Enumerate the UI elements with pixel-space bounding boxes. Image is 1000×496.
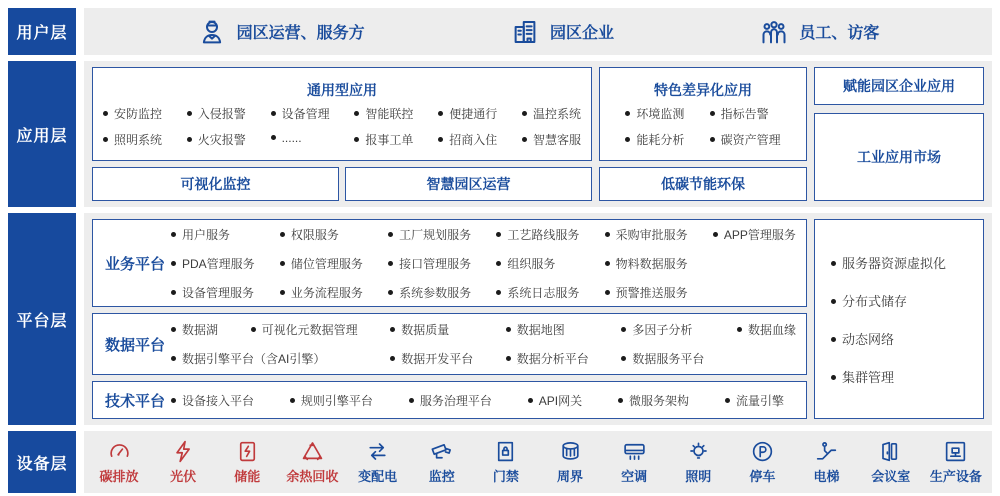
general-apps-title: 通用型应用 [307,81,377,98]
industrial-app-market-box: 工业应用市场 [814,113,984,201]
app-item: 环境监测 [625,105,684,122]
general-apps-grid [103,105,581,148]
platform-item: 数据引擎平台（含AI引擎） [171,350,358,367]
special-apps-column [599,67,807,201]
device-label: 空调 [621,469,648,484]
platform-left-column [92,219,807,419]
platform-item: 数据地图 [506,321,589,338]
platform-item: 采购审批服务 [605,226,688,243]
device-label: 会议室 [871,469,911,484]
app-item: 温控系统 [522,105,581,122]
infra-item: 服务器资源虚拟化 [831,253,983,272]
tech-platform-title: 技术平台 [104,392,165,410]
app-item: 碳资产管理 [710,131,781,148]
user-group-staff-visitors [759,17,879,47]
infra-item: 动态网络 [831,329,983,348]
platform-item: 数据质量 [390,321,473,338]
device-parking [737,439,787,485]
platform-layer-row [8,213,992,425]
user-group-label: 员工、访客 [799,25,880,42]
device-access-control [481,439,531,485]
platform-item: 多因子分析 [621,321,704,338]
device-label: 变配电 [358,469,398,484]
platform-item: 用户服务 [171,226,255,243]
platform-item: 组织服务 [496,255,579,272]
business-platform-box [92,219,807,307]
business-platform-grid [171,226,796,301]
battery-icon [235,439,260,464]
app-item: 照明系统 [103,131,162,148]
gauge-icon [107,439,132,464]
app-item: 报事工单 [354,131,413,148]
infra-item: 分布式储存 [831,291,983,310]
platform-item: 系统参数服务 [388,284,471,301]
platform-item: PDA管理服务 [171,255,255,272]
device-meeting-room [866,439,916,485]
app-item: 指标告警 [710,105,781,122]
data-platform-grid [171,321,796,367]
application-layer-label: 应用层 [8,61,76,207]
general-apps-column [92,67,592,201]
bulb-icon [686,439,711,464]
platform-item: 数据血缘 [737,321,796,338]
user-layer-row [8,8,992,55]
device-energy-storage [222,439,272,485]
device-label: 生产设备 [929,469,982,484]
app-item: 招商入住 [438,131,497,148]
operator-icon [197,17,227,47]
platform-item: 权限服务 [280,226,363,243]
bolt-icon [171,439,196,464]
app-item: 便捷通行 [438,105,497,122]
device-label: 电梯 [813,469,840,484]
infra-item: 集群管理 [831,367,983,386]
people-icon [759,17,789,47]
platform-item: 流量引擎 [725,392,784,409]
data-platform-box [92,313,807,375]
device-layer-label: 设备层 [8,431,76,493]
device-carbon-emission [94,439,144,485]
platform-item: 数据开发平台 [390,350,473,367]
platform-item: 接口管理服务 [388,255,471,272]
app-item: 智能联控 [354,105,413,122]
recycle-icon [300,439,325,464]
platform-item: 数据分析平台 [506,350,589,367]
platform-item: 工艺路线服务 [496,226,579,243]
device-production-equipment [930,439,982,485]
platform-item: 工厂规划服务 [388,226,471,243]
platform-item: 可视化元数据管理 [251,321,358,338]
parking-icon [750,439,775,464]
special-apps-box [599,67,807,161]
device-photovoltaic [158,439,208,485]
enterprise-apps-column [814,67,984,201]
platform-item: 业务流程服务 [280,284,363,301]
app-item: 火灾报警 [187,131,246,148]
app-item: 能耗分析 [625,131,684,148]
business-platform-title: 业务平台 [104,255,165,273]
grid-spacer [713,255,796,272]
door-lock-icon [493,439,518,464]
app-item: 安防监控 [103,105,162,122]
platform-item: 规则引擎平台 [290,392,373,409]
device-label: 门禁 [492,469,519,484]
machine-icon [943,439,968,464]
user-layer-band [84,8,992,55]
device-label: 余热回收 [286,469,339,484]
platform-item: 设备接入平台 [171,392,254,409]
low-carbon-box: 低碳节能环保 [599,167,807,201]
tech-platform-row [171,392,796,409]
device-surveillance [417,439,467,485]
infrastructure-box [814,219,984,419]
platform-item: API网关 [528,392,582,409]
ac-icon [622,439,647,464]
device-lighting [673,439,723,485]
device-waste-heat-recovery [286,439,338,485]
platform-item: 服务治理平台 [409,392,492,409]
cctv-icon [429,439,454,464]
device-layer-row [8,431,992,493]
user-group-enterprises [510,17,614,47]
user-layer-label: 用户层 [8,8,76,55]
smart-park-operation-box: 智慧园区运营 [345,167,592,201]
app-item: 入侵报警 [187,105,246,122]
platform-layer-label: 平台层 [8,213,76,425]
app-bottom-row [92,167,592,201]
visual-monitoring-box: 可视化监控 [92,167,339,201]
platform-item: 数据湖 [171,321,218,338]
platform-item: 储位管理服务 [280,255,363,272]
user-group-operators [197,17,365,47]
platform-layer-band [84,213,992,425]
platform-item: 数据服务平台 [621,350,704,367]
application-layer-row [8,61,992,207]
user-group-label: 园区运营、服务方 [236,25,365,42]
platform-item: 预警推送服务 [605,284,688,301]
tech-platform-box [92,381,807,419]
app-item: 设备管理 [271,105,330,122]
device-label: 监控 [428,469,455,484]
user-group-label: 园区企业 [549,25,614,42]
device-perimeter [545,439,595,485]
device-power-distribution [353,439,403,485]
special-apps-title: 特色差异化应用 [654,81,752,98]
device-label: 碳排放 [99,469,139,484]
perimeter-icon [558,439,583,464]
platform-item: 设备管理服务 [171,284,255,301]
application-layer-band [84,61,992,207]
data-platform-title: 数据平台 [104,336,165,354]
device-air-conditioning [609,439,659,485]
platform-item: 物料数据服务 [605,255,688,272]
platform-item: APP管理服务 [713,226,796,243]
building-icon [510,17,540,47]
platform-item: 微服务架构 [618,392,689,409]
device-label: 光伏 [170,469,197,484]
platform-item: 系统日志服务 [496,284,579,301]
device-label: 停车 [749,469,776,484]
special-apps-grid [608,105,798,148]
general-apps-box [92,67,592,161]
escalator-icon [814,439,839,464]
app-item: 智慧客服 [522,131,581,148]
device-label: 储能 [234,469,261,484]
exchange-icon [365,439,390,464]
device-elevator [802,439,852,485]
meeting-door-icon [878,439,903,464]
device-label: 照明 [685,469,712,484]
app-item: ...... [271,131,330,148]
device-layer-band [84,431,992,493]
device-label: 周界 [556,469,583,484]
empower-enterprise-apps-box: 赋能园区企业应用 [814,67,984,105]
